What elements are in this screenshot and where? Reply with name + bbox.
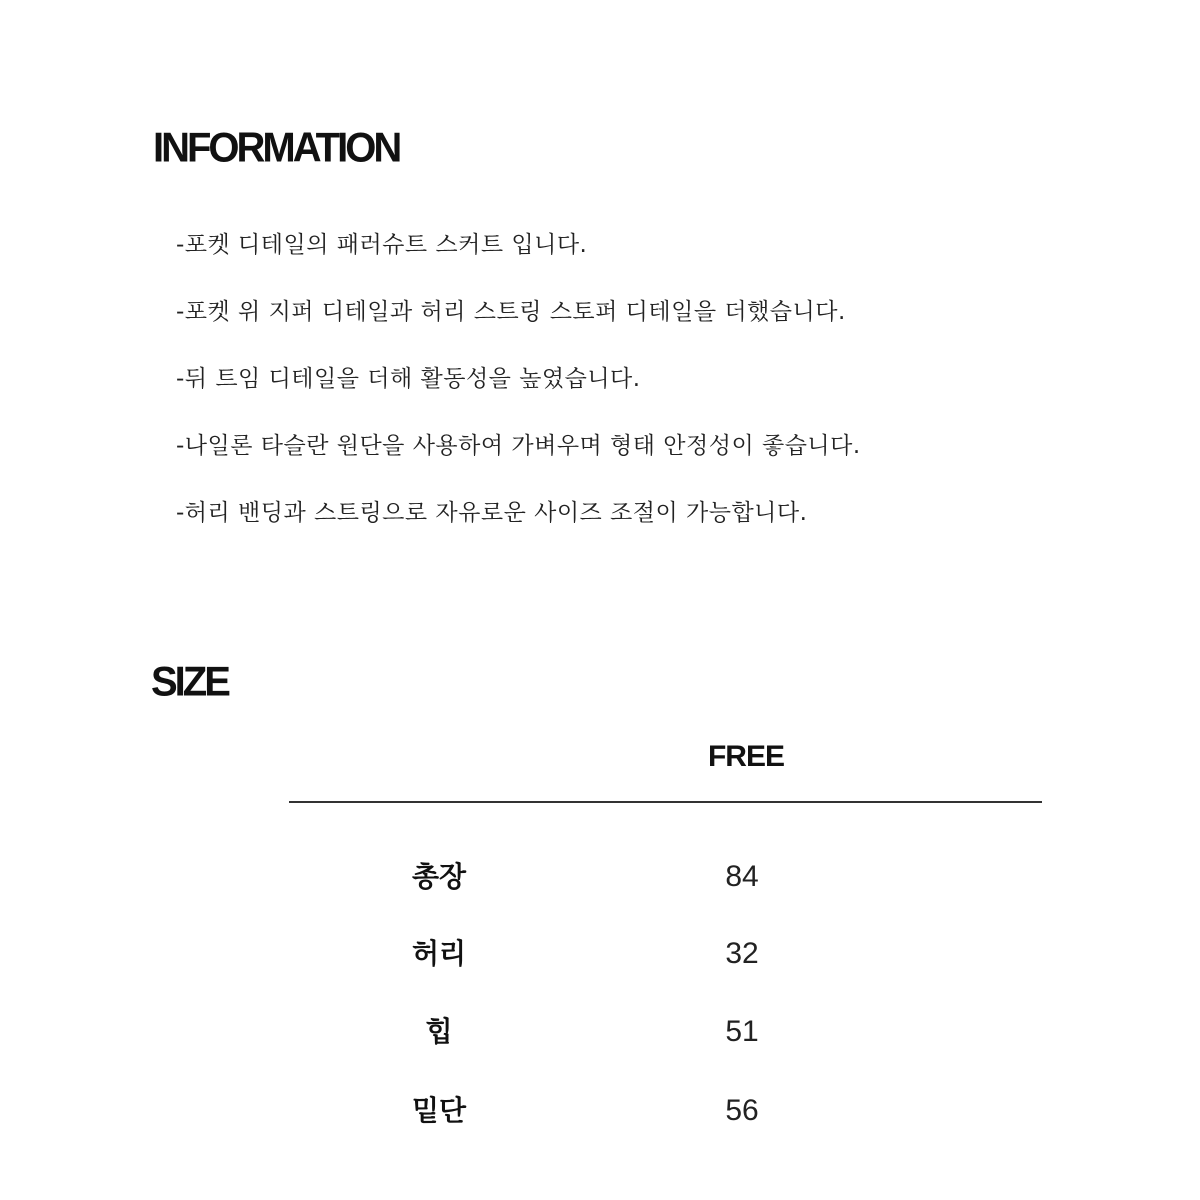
size-row-value: 84 bbox=[725, 860, 759, 893]
information-list bbox=[176, 228, 861, 563]
size-row-label: 총장 bbox=[411, 860, 467, 893]
size-title: SIZE bbox=[151, 658, 228, 706]
size-table bbox=[289, 735, 1042, 1127]
size-row-label: 힙 bbox=[425, 1015, 453, 1048]
size-row-value: 32 bbox=[725, 937, 759, 970]
size-column-free: FREE bbox=[707, 740, 784, 773]
size-table-header bbox=[289, 735, 1042, 803]
size-row-value: 56 bbox=[725, 1094, 759, 1127]
size-row-hip bbox=[289, 1010, 1042, 1054]
size-row-value: 51 bbox=[725, 1015, 759, 1048]
size-row-label: 허리 bbox=[411, 937, 467, 970]
information-item: -허리 밴딩과 스트링으로 자유로운 사이즈 조절이 가능합니다. bbox=[176, 500, 808, 526]
information-item: -나일론 타슬란 원단을 사용하여 가벼우며 형태 안정성이 좋습니다. bbox=[176, 433, 861, 459]
information-item: -포켓 위 지퍼 디테일과 허리 스트링 스토퍼 디테일을 더했습니다. bbox=[176, 299, 846, 325]
size-row-hem bbox=[289, 1089, 1042, 1133]
information-title: INFORMATION bbox=[153, 124, 400, 172]
size-row-waist bbox=[289, 932, 1042, 976]
information-item: -포켓 디테일의 패러슈트 스커트 입니다. bbox=[176, 232, 588, 258]
size-row-label: 밑단 bbox=[411, 1094, 467, 1127]
information-item: -뒤 트임 디테일을 더해 활동성을 높였습니다. bbox=[176, 366, 641, 392]
size-row-length bbox=[289, 855, 1042, 899]
